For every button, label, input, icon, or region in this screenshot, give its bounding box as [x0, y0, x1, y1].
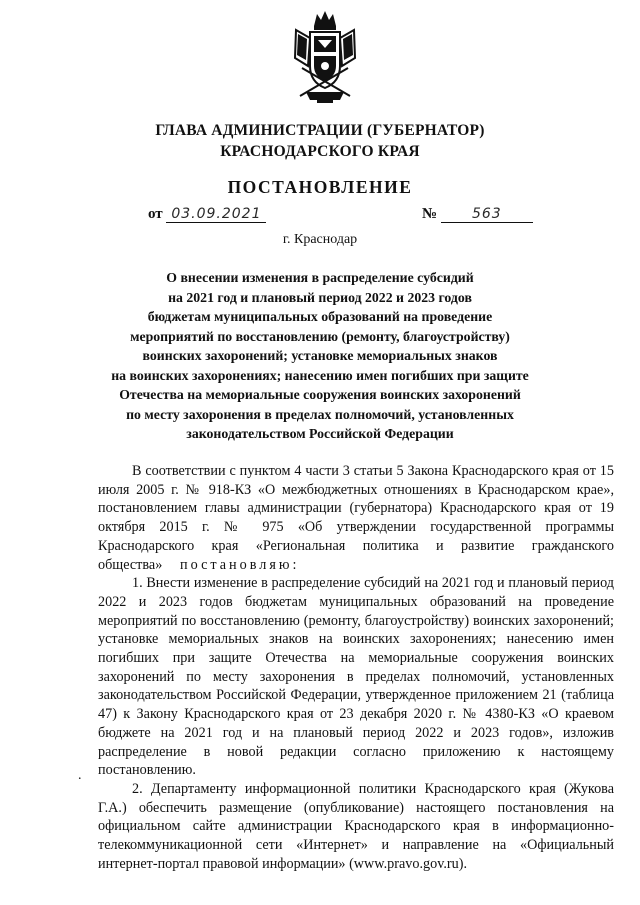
subject-line: на 2021 год и плановый период 2022 и 2023 годов [168, 289, 472, 305]
subject-line: Отечества на мемориальные сооружения воинских захоронений [119, 387, 521, 402]
subject-line: О внесении изменения в распределение субсидий [166, 270, 474, 285]
subject-line: по месту захоронения в пределах полномочий, установленных [126, 406, 514, 422]
authority-title: ГЛАВА АДМИНИСТРАЦИИ (ГУБЕРНАТОР) [155, 122, 485, 139]
subject-line: бюджетам муниципальных образований на проведение [147, 309, 493, 324]
number-label: № [422, 206, 438, 222]
city: г. Краснодар [282, 232, 358, 247]
preamble-paragraph [98, 462, 614, 574]
date-value: 03.09.2021 [166, 206, 266, 223]
number-line [422, 206, 533, 223]
preamble-text: В соответствии с пунктом 4 части 3 статьи 5 Закона Краснодарского края от 15 июля 2005 г. № 918-КЗ «О межбюджетных отношениях в Краснодарском крае», постановлением главы администрации (губернатора) Краснодарского края от 19 октября 2015 г. № 975 «Об утверждении государственной программы Краснодарского края «Региональная политика и развитие гражданского общества» [98, 463, 614, 573]
subject-line: на воинских захоронениях; нанесению имен погибших при защите [111, 367, 529, 383]
subject-line: мероприятий по восстановлению (ремонту, благоустройству) [130, 328, 510, 344]
krasnodar-coat-of-arms-icon [292, 8, 358, 104]
decree-word: постановляю: [180, 556, 300, 573]
authority-region: КРАСНОДАРСКОГО КРАЯ [220, 143, 420, 160]
document-body [98, 462, 614, 873]
subject-line: законодательством Российской Федерации [186, 426, 454, 441]
date-label: от [148, 206, 163, 222]
margin-mark: . [78, 768, 82, 783]
subject-line: воинских захоронений; установке мемориальных знаков [142, 348, 498, 363]
document-type: ПОСТАНОВЛЕНИЕ [227, 177, 413, 197]
date-line [148, 206, 266, 223]
item-1-paragraph: 1. Внести изменение в распределение субсидий на 2021 год и плановый период 2022 и 2023 годов бюджетам муниципальных образований на проведение мероприятий по восстановлению (ремонту, благоустройству) воинских захоронений; установке мемориальных знаков на воинских захоронениях; нанесению имен погибших при защите Отечества на мемориальные сооружения воинских захоронений по месту захоронения в пределах полномочий, установленных законодательством Российской Федерации, утвержденное приложением 21 (таблица 47) к Закону Краснодарского края от 23 декабря 2020 г. № 4380-КЗ «О краевом бюджете на 2021 год и на плановый период 2022 и 2023 годов», изложив распределение в новой редакции согласно приложению к настоящему постановлению. [98, 575, 614, 779]
document-subject [100, 268, 540, 444]
item-2-paragraph: 2. Департаменту информационной политики Краснодарского края (Жукова Г.А.) обеспечить размещение (опубликование) настоящего постановления на официальном сайте администрации Краснодарского края в информационно-телекоммуникационной сети «Интернет» и направление на «Официальный интернет-портал правовой информации» (www.pravo.gov.ru). [98, 780, 614, 872]
number-value: 563 [441, 206, 533, 223]
